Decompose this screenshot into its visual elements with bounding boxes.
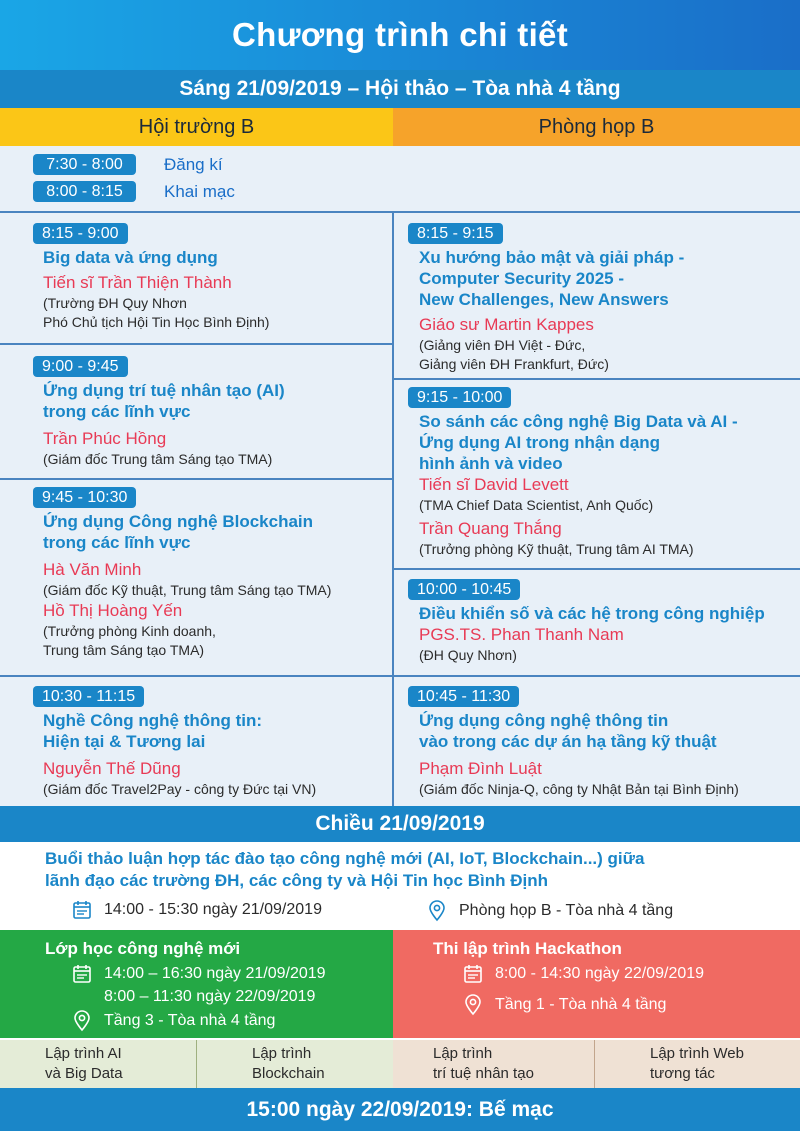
afternoon-time: [72, 900, 322, 920]
session-title: Computer Security 2025 -: [419, 269, 625, 288]
time-badge: 8:00 - 8:15: [33, 181, 136, 202]
registration-label: Đăng kí: [164, 154, 223, 174]
location-pin-icon: [427, 900, 447, 922]
speaker-affiliation: (Trường ĐH Quy Nhơn: [43, 295, 187, 311]
track-web: [594, 1040, 800, 1088]
time-badge: 9:00 - 9:45: [33, 356, 128, 377]
speaker-affiliation: Giảng viên ĐH Frankfurt, Đức): [419, 356, 609, 372]
page-title: Chương trình chi tiết: [232, 16, 568, 53]
speaker-name: Hồ Thị Hoàng Yến: [43, 601, 183, 620]
speaker-name: Tiến sĩ David Levett: [419, 475, 569, 494]
speaker-name: Nguyễn Thế Dũng: [43, 759, 181, 778]
closing-bar: 15:00 ngày 22/09/2019: Bế mạc: [0, 1088, 800, 1131]
speaker-name: Trần Quang Thắng: [419, 519, 562, 538]
column-header-right: Phòng họp B: [393, 108, 800, 146]
track-label: Lập trình AI: [45, 1045, 122, 1062]
speaker-affiliation: (Trưởng phòng Kỹ thuật, Trung tâm AI TMA): [419, 541, 694, 557]
hackathon-time: [463, 964, 704, 984]
session-right-1: [408, 223, 796, 374]
speaker-affiliation: Phó Chủ tịch Hội Tin Học Bình Định): [43, 314, 270, 330]
speaker-affiliation: (TMA Chief Data Scientist, Anh Quốc): [419, 497, 654, 513]
session-title: Nghề Công nghệ thông tin:: [43, 711, 263, 730]
speaker-name: Trần Phúc Hồng: [43, 429, 167, 448]
session-right-3: [408, 579, 798, 665]
track-label: và Big Data: [45, 1065, 123, 1082]
class-time-2: 8:00 – 11:30 ngày 22/09/2019: [104, 988, 316, 1005]
afternoon-topic-line: lãnh đạo các trường ĐH, các công ty và Hội Tin học Bình Định: [45, 871, 548, 890]
calendar-icon: [72, 900, 92, 920]
session-right-4: [408, 686, 798, 799]
registration-row: [33, 154, 223, 175]
speaker-affiliation: (ĐH Quy Nhơn): [419, 647, 517, 663]
session-title: trong các lĩnh vực: [43, 533, 191, 552]
new-tech-class-box: [0, 930, 393, 1038]
time-badge: 10:00 - 10:45: [408, 579, 520, 600]
speaker-affiliation: (Giám đốc Travel2Pay - công ty Đức tại VN): [43, 781, 317, 797]
divider-right-3: [394, 675, 800, 677]
calendar-icon: [72, 964, 92, 984]
speaker-affiliation: Trung tâm Sáng tạo TMA): [43, 642, 205, 658]
afternoon-location: [427, 900, 673, 922]
location-pin-icon: [463, 994, 483, 1016]
session-left-4: [33, 686, 391, 799]
title-bar: [0, 0, 800, 70]
speaker-name: Tiến sĩ Trần Thiện Thành: [43, 273, 232, 292]
time-badge: 9:15 - 10:00: [408, 387, 511, 408]
session-title: Ứng dụng trí tuệ nhân tạo (AI): [43, 381, 285, 400]
hackathon-location: [463, 994, 666, 1016]
class-location-text: Tầng 3 - Tòa nhà 4 tầng: [104, 1012, 276, 1029]
time-badge: 7:30 - 8:00: [33, 154, 136, 175]
session-left-1: [33, 223, 388, 332]
afternoon-topic: [45, 848, 765, 892]
location-pin-icon: [72, 1010, 92, 1032]
afternoon-time-text: 14:00 - 15:30 ngày 21/09/2019: [104, 901, 322, 918]
session-left-3: [33, 487, 391, 660]
track-label: Lập trình Web: [650, 1045, 744, 1062]
session-left-2: [33, 356, 388, 469]
divider-right-2: [394, 568, 800, 570]
afternoon-topic-line: Buổi thảo luận hợp tác đào tạo công nghệ mới (AI, IoT, Blockchain...) giữa: [45, 849, 645, 868]
session-right-2: [408, 387, 796, 559]
speaker-name: Hà Văn Minh: [43, 560, 142, 579]
track-artificial-intelligence: [393, 1040, 594, 1088]
divider-registration: [0, 211, 800, 213]
column-header-left: Hội trường B: [0, 108, 393, 146]
session-title: Xu hướng bảo mật và giải pháp -: [419, 248, 685, 267]
speaker-name: Phạm Đình Luật: [419, 759, 542, 778]
time-badge: 10:45 - 11:30: [408, 686, 519, 707]
speaker-affiliation: (Giám đốc Trung tâm Sáng tạo TMA): [43, 451, 273, 467]
speaker-name: Giáo sư Martin Kappes: [419, 315, 594, 334]
divider-left-1: [0, 343, 392, 345]
hackathon-location-text: Tầng 1 - Tòa nhà 4 tầng: [495, 996, 667, 1013]
session-title: hình ảnh và video: [419, 454, 563, 473]
track-blockchain: [196, 1040, 393, 1088]
session-title: Big data và ứng dụng: [43, 248, 218, 267]
time-badge: 8:15 - 9:00: [33, 223, 128, 244]
morning-header: Sáng 21/09/2019 – Hội thảo – Tòa nhà 4 tầng: [0, 70, 800, 108]
track-ai-bigdata: [0, 1040, 196, 1088]
track-divider: [594, 1040, 595, 1088]
speaker-name: PGS.TS. Phan Thanh Nam: [419, 625, 624, 644]
speaker-affiliation: (Giám đốc Kỹ thuật, Trung tâm Sáng tạo TMA): [43, 582, 332, 598]
session-title: Hiện tại & Tương lai: [43, 732, 206, 751]
track-label: tương tác: [650, 1065, 715, 1082]
time-badge: 10:30 - 11:15: [33, 686, 144, 707]
track-label: Lập trình: [433, 1045, 493, 1062]
session-title: Ứng dụng Công nghệ Blockchain: [43, 512, 314, 531]
divider-columns: [392, 212, 394, 806]
speaker-affiliation: (Giám đốc Ninja-Q, công ty Nhật Bản tại Bình Định): [419, 781, 739, 797]
opening-row: [33, 181, 235, 202]
speaker-affiliation: (Giảng viên ĐH Việt - Đức,: [419, 337, 586, 353]
session-title: Ứng dụng AI trong nhận dạng: [419, 433, 661, 452]
track-divider: [196, 1040, 197, 1088]
session-title: New Challenges, New Answers: [419, 290, 669, 309]
track-label: trí tuệ nhân tạo: [433, 1065, 534, 1082]
hackathon-box: [393, 930, 800, 1038]
track-label: Lập trình: [252, 1045, 312, 1062]
session-title: trong các lĩnh vực: [43, 402, 191, 421]
session-title: Ứng dụng công nghệ thông tin: [419, 711, 669, 730]
session-title: Điều khiển số và các hệ trong công nghiệp: [419, 604, 765, 623]
class-time: [72, 964, 326, 984]
session-title: So sánh các công nghệ Big Data và AI -: [419, 412, 738, 431]
afternoon-header: Chiều 21/09/2019: [0, 806, 800, 842]
divider-right-1: [394, 378, 800, 380]
time-badge: 8:15 - 9:15: [408, 223, 503, 244]
afternoon-location-text: Phòng họp B - Tòa nhà 4 tầng: [459, 902, 674, 919]
opening-label: Khai mạc: [164, 181, 235, 201]
speaker-affiliation: (Trưởng phòng Kinh doanh,: [43, 623, 216, 639]
calendar-icon: [463, 964, 483, 984]
class-location: [72, 1010, 275, 1032]
class-time-text: 14:00 – 16:30 ngày 21/09/2019: [104, 965, 326, 982]
class-title: Lớp học công nghệ mới: [45, 939, 241, 958]
hackathon-time-text: 8:00 - 14:30 ngày 22/09/2019: [495, 965, 705, 982]
divider-left-2: [0, 478, 392, 480]
time-badge: 9:45 - 10:30: [33, 487, 136, 508]
divider-left-3: [0, 675, 392, 677]
session-title: vào trong các dự án hạ tầng kỹ thuật: [419, 732, 717, 751]
track-label: Blockchain: [252, 1065, 325, 1082]
hackathon-title: Thi lập trình Hackathon: [433, 939, 622, 958]
